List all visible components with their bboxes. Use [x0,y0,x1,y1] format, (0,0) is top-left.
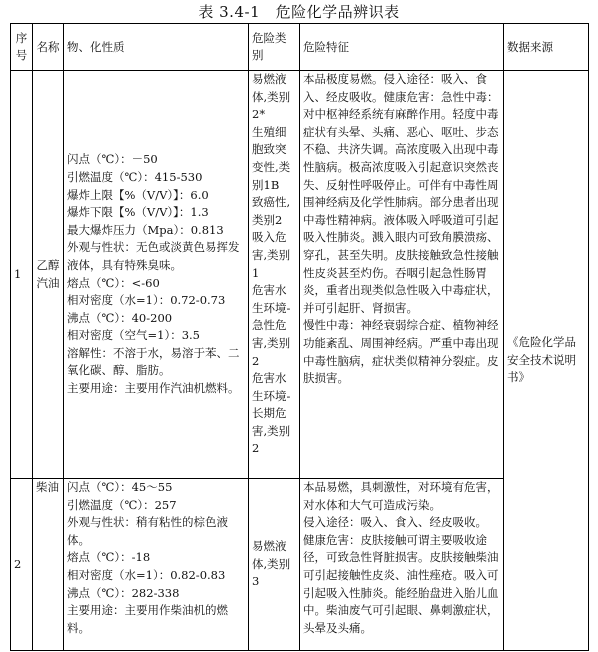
hazard-chemicals-table [10,23,589,651]
property-item: 相对密度（水=1）：0.82-0.83 [67,567,226,582]
hazard-class-item: 生殖细胞致突变性,类别1B [252,124,291,192]
hazard-class-item: 危害水生环境-急性危害,类别2 [252,283,291,368]
table-title: 表 3.4-1 危险化学品辨识表 [198,3,400,21]
property-item: 爆炸下限【%（V/V）】：1.3 [67,205,209,220]
property-item: 相对密度（水=1）：0.72-0.73 [67,293,226,308]
row-properties [64,479,249,651]
property-item: 引燃温度（℃）：257 [67,497,177,512]
property-item: 熔点（℃）：-18 [67,550,151,565]
table-row [11,479,589,651]
property-item: 外观与性状：稍有粘性的棕色液体。 [67,515,228,547]
row-hazard-features [300,71,504,479]
table-row [11,71,589,479]
property-item: 引燃温度（℃）：415-530 [67,169,203,184]
hazard-feature-item: 本品易燃，具刺激性，对环境有危害，对水体和大气可造成污染。 [303,480,499,512]
property-item: 相对密度（空气=1）：3.5 [67,328,200,343]
hazard-class-item: 致癌性,类别2 [252,195,291,227]
row-hazard-class [249,71,300,479]
property-item: 沸点（℃）：282-338 [67,585,180,600]
row-name: 乙醇汽油 [33,71,64,479]
property-item: 熔点（℃）：<-60 [67,275,160,290]
hazard-feature-item: 慢性中毒：神经衰弱综合症、植物神经功能紊乱、周围神经病。严重中毒出现中毒性脑病，症状类似精神分裂症。皮肤损害。 [303,318,499,386]
header-index: 序号 [11,24,33,71]
header-properties: 物、化性质 [64,24,249,71]
row-hazard-class [249,479,300,651]
property-item: 溶解性：不溶于水，易溶于苯、二氧化碳、醇、脂肪。 [67,345,240,378]
property-item: 外观与性状：无色或淡黄色易挥发液体，具有特殊臭味。 [67,240,240,272]
row-properties [64,71,249,479]
row-hazard-features [300,479,504,651]
property-item: 闪点（℃）：45～55 [67,480,173,494]
property-item: 最大爆炸压力（Mpa）：0.813 [67,222,224,237]
property-item: 主要用途：主要用作柴油机的燃料。 [67,603,228,635]
hazard-class-item: 易燃液体,类别2* [252,72,291,122]
property-item: 主要用途：主要用作汽油机燃料。 [67,381,240,396]
property-item: 闪点（℃）：－50 [67,152,158,167]
header-data-source: 数据来源 [504,24,589,71]
property-item: 爆炸上限【%（V/V）】：6.0 [67,187,209,202]
row-index: 1 [11,71,33,479]
header-hazard-features: 危险特征 [300,24,504,71]
hazard-class-item: 危害水生环境-长期危害,类别2 [252,371,291,456]
header-name: 名称 [33,24,64,71]
table-header-row [11,24,589,71]
hazard-class-item: 吸入危害,类别1 [252,230,291,280]
data-source: 《危险化学品安全技术说明书》 [504,71,589,651]
hazard-feature-item: 侵入途径：吸入、食入、经皮吸收。 [303,515,487,530]
property-item: 沸点（℃）：40-200 [67,310,173,325]
hazard-feature-item: 本品极度易燃。侵入途径：吸入、食入、经皮吸收。健康危害：急性中毒：对中枢神经系统有麻醉作用。轻度中毒症状有头晕、头痛、恶心、呕吐、步态不稳、共济失调。高浓度吸入出现中毒性脑病。极高浓度吸入引起意识突然丧失、反射性呼吸停止。可伴有中毒性周围神经病及化学性肺病。部分患者出现中毒性精神病。液体吸入呼吸道可引起吸入性肺炎。溅入眼内可致角膜溃疡、穿孔，甚至失明。皮肤接触致急性接触性皮炎甚至灼伤。吞咽引起急性肠胃炎，重者出现类似急性吸入中毒症状，并可引起肝、肾损害。 [303,72,499,315]
hazard-class-item: 易燃液体,类别3 [252,539,291,589]
header-hazard-class: 危险类别 [249,24,300,71]
hazard-feature-item: 健康危害：皮肤接触可谓主要吸收途径，可致急性肾脏损害。皮肤接触柴油可引起接触性皮炎、油性痤疮。吸入可引起吸入性肺炎。能经胎盘进入胎儿血中。柴油废气可引起眼、鼻刺激症状，头晕及头痛。 [303,532,499,635]
row-name: 柴油 [33,479,64,651]
row-index: 2 [11,479,33,651]
